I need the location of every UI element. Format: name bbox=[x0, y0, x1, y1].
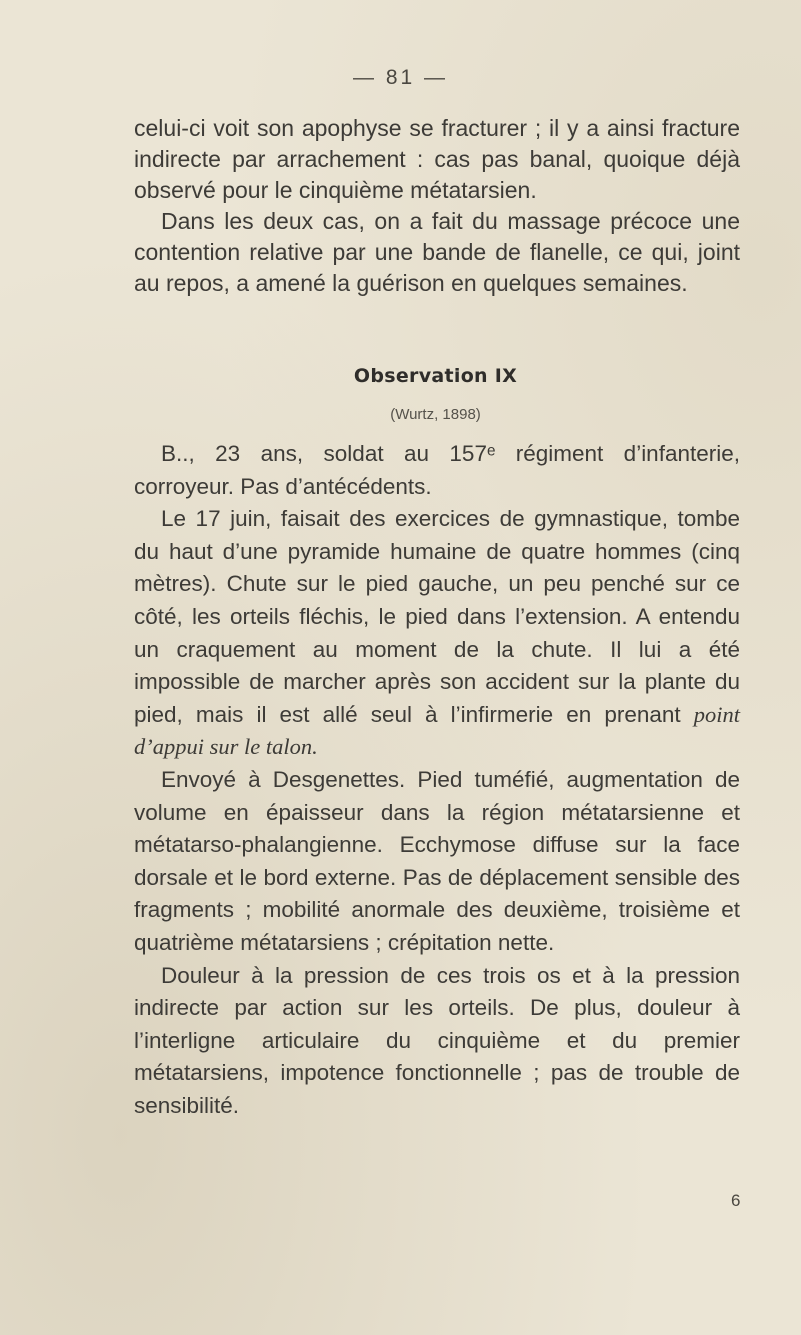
body-paragraph: B.., 23 ans, soldat au 157ᵉ régiment d’infanterie, corroyeur. Pas d’antécédents. bbox=[134, 441, 740, 499]
body-paragraph: Envoyé à Desgenettes. Pied tuméfié, augmentation de volume en épaisseur dans la région métatarsienne et métatarso-phalangienne. Ecchymose diffuse sur la face dorsale et le bord externe. Pas de déplacement sensible des fragments ; mobilité anormale des deuxième, troisième et quatrième métatarsiens ; crépitation nette. bbox=[134, 766, 740, 955]
intro-paragraph: Dans les deux cas, on a fait du massage précoce une contention relative par une bande de flanelle, ce qui, joint au repos, a amené la guérison en quelques semaines. bbox=[134, 208, 740, 296]
observation-source: (Wurtz, 1898) bbox=[390, 406, 481, 423]
body-paragraph-text: Le 17 juin, faisait des exercices de gymnastique, tombe du haut d’une pyramide humaine de quatre hommes (cinq mètres). Chute sur le pied gauche, un peu penché sur ce côté, les orteils fléchis, le pied dans l’extension. A entendu un craquement au moment de la chute. Il lui a été impossible de marcher après son accident sur la plante du pied, mais il est allé seul à l’infirmerie en prenant bbox=[134, 506, 740, 727]
intro-text bbox=[134, 113, 740, 299]
observation-title: Observation IX bbox=[353, 365, 518, 387]
body-paragraph bbox=[134, 503, 740, 764]
italic-phrase: point d’appui sur le talon. bbox=[134, 701, 740, 760]
body-paragraph: Douleur à la pression de ces trois os et à la pression indirecte par action sur les orteils. De plus, douleur à l’interligne articulaire du cinquième et du premier métatarsiens, impotence fonctionnelle ; pas de trouble de sensibilité. bbox=[134, 962, 740, 1118]
page-number: — 81 — bbox=[352, 66, 449, 89]
observation-body bbox=[134, 438, 740, 1122]
intro-paragraph: celui-ci voit son apophyse se fracturer ; il y a ainsi fracture indirecte par arrachement : cas pas banal, quoique déjà observé pour le cinquième métatarsien. bbox=[134, 115, 740, 203]
sheet-mark: 6 bbox=[731, 1191, 741, 1210]
